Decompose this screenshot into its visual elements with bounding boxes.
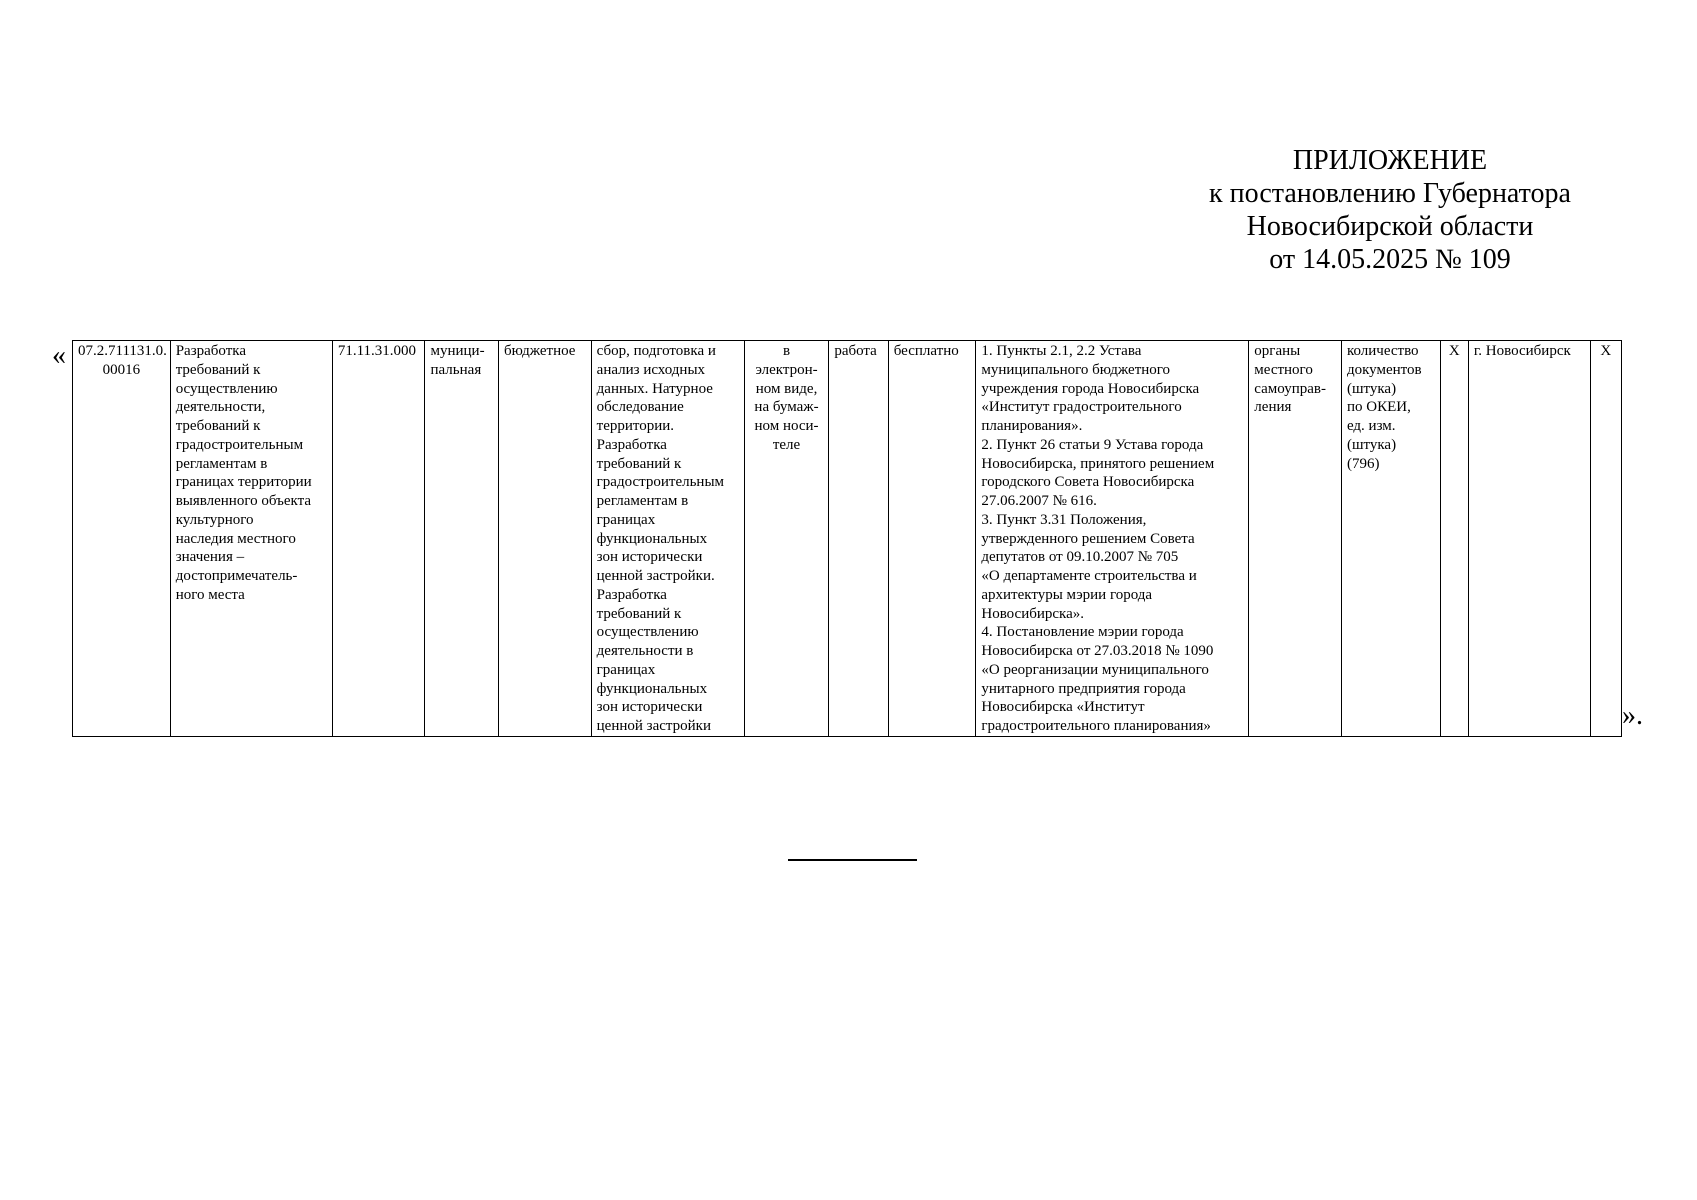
- cell-text-line: регламентам в: [596, 493, 689, 509]
- cell-text-line: планирования».: [981, 418, 1083, 434]
- cell-delivery-form: [744, 341, 829, 737]
- cell-text-line: пальная: [430, 361, 482, 378]
- appendix-date-number: от 14.05.2025 № 109: [1269, 244, 1511, 275]
- cell-text-line: Новосибирска, принятого решением: [981, 455, 1215, 472]
- cell-work-name: [170, 341, 332, 737]
- closing-quote: ».: [1622, 700, 1643, 731]
- cell-text-line: городского Совета Новосибирска: [981, 474, 1195, 491]
- cell-text-line: утвержденного решением Совета: [981, 530, 1195, 547]
- cell-text-line: работа: [834, 343, 877, 359]
- cell-text-line: Разработка: [596, 436, 667, 453]
- cell-text-line: «О департаменте строительства и: [981, 568, 1197, 584]
- cell-ownership: [425, 341, 499, 737]
- cell-text-line: «О реорганизации муниципального: [981, 661, 1209, 678]
- cell-text-line: требований к: [175, 361, 261, 378]
- cell-text-line: ценной застройки.: [596, 568, 715, 584]
- cell-text-line: анализ исходных: [596, 361, 706, 378]
- cell-text-line: осуществлению: [175, 380, 278, 397]
- cell-text-line: 71.11.31.000: [337, 343, 417, 359]
- cell-text-line: ном носи-: [754, 418, 819, 434]
- cell-text-line: градостроительного планирования»: [981, 718, 1211, 734]
- cell-text-line: 4. Постановление мэрии города: [981, 624, 1184, 641]
- cell-text-line: зон исторически: [596, 549, 703, 566]
- cell-text-line: в: [782, 343, 791, 359]
- cell-legal-basis: [976, 341, 1249, 737]
- cell-text-line: депутатов от 09.10.2007 № 705: [981, 549, 1179, 566]
- cell-text-line: по ОКЕИ,: [1346, 399, 1411, 416]
- table-row: [73, 341, 1622, 737]
- cell-text-line: количество: [1346, 343, 1419, 359]
- cell-text-line: бесплатно: [893, 343, 959, 359]
- cell-text-line: учреждения города Новосибирска: [981, 380, 1200, 397]
- cell-text-line: сбор, подготовка и: [596, 343, 716, 359]
- cell-text-line: регламентам в: [175, 455, 268, 472]
- cell-payment-type: [888, 341, 976, 737]
- cell-text-line: деятельности,: [175, 399, 266, 416]
- cell-text-line: 07.2.711131.0.: [78, 343, 167, 359]
- cell-text-line: теле: [772, 436, 801, 453]
- cell-text-line: 27.06.2007 № 616.: [981, 493, 1097, 509]
- cell-text-line: Х: [1448, 343, 1460, 359]
- cell-text-line: достопримечатель-: [175, 568, 298, 584]
- cell-text-line: «Институт градостроительного: [981, 399, 1182, 416]
- cell-work-content: [591, 341, 744, 737]
- cell-text-line: градостроительным: [175, 436, 304, 453]
- cell-text-line: значения –: [175, 549, 245, 566]
- cell-consumers: [1249, 341, 1342, 737]
- cell-text-line: выявленного объекта: [175, 493, 312, 509]
- cell-text-line: границах: [596, 661, 656, 678]
- cell-text-line: ного места: [175, 586, 245, 603]
- cell-text-line: электрон-: [755, 361, 818, 378]
- cell-okved-code: [332, 341, 425, 737]
- cell-text-line: территории.: [596, 418, 675, 434]
- cell-text-line: (штука): [1346, 436, 1397, 453]
- cell-text-line: культурного: [175, 511, 254, 528]
- cell-text-line: местного: [1254, 361, 1313, 378]
- end-divider: [788, 859, 917, 861]
- cell-text-line: 3. Пункт 3.31 Положения,: [981, 511, 1147, 528]
- cell-text-line: ценной застройки: [596, 718, 711, 734]
- cell-text-line: требований к: [175, 418, 261, 434]
- cell-volume-indicator: [1341, 341, 1440, 737]
- cell-text-line: ед. изм.: [1346, 418, 1396, 434]
- appendix-header: [1090, 144, 1690, 276]
- cell-text-line: архитектуры мэрии города: [981, 586, 1153, 603]
- cell-text-line: Новосибирска».: [981, 605, 1085, 622]
- cell-text-line: требований к: [596, 455, 682, 472]
- cell-text-line: г. Новосибирск: [1473, 343, 1571, 359]
- cell-quality-indicator: [1440, 341, 1468, 737]
- cell-text-line: на бумаж-: [754, 399, 819, 416]
- cell-text-line: ления: [1254, 399, 1292, 416]
- appendix-title: ПРИЛОЖЕНИЕ: [1292, 145, 1488, 176]
- cell-text-line: Новосибирска «Институт: [981, 699, 1145, 716]
- cell-text-line: Новосибирска от 27.03.2018 № 1090: [981, 643, 1214, 659]
- cell-text-line: требований к: [596, 605, 682, 622]
- cell-text-line: (штука): [1346, 380, 1397, 397]
- cell-text-line: 00016: [102, 361, 141, 378]
- cell-text-line: деятельности в: [596, 643, 694, 659]
- cell-text-line: градостроительным: [596, 474, 725, 491]
- cell-text-line: Х: [1600, 343, 1612, 359]
- cell-text-line: функциональных: [596, 680, 708, 697]
- cell-text-line: 2. Пункт 26 статьи 9 Устава города: [981, 436, 1204, 453]
- cell-text-line: самоуправ-: [1254, 380, 1326, 397]
- cell-text-line: документов: [1346, 361, 1422, 378]
- cell-text-line: муници-: [430, 343, 485, 359]
- cell-text-line: данных. Натурное: [596, 380, 713, 397]
- cell-text-line: ном виде,: [755, 380, 818, 397]
- opening-quote: «: [52, 340, 66, 371]
- cell-text-line: (796): [1346, 455, 1380, 472]
- cell-service-type: [829, 341, 888, 737]
- cell-location: [1468, 341, 1590, 737]
- cell-extra-mark: [1590, 341, 1621, 737]
- cell-text-line: наследия местного: [175, 530, 296, 547]
- cell-text-line: органы: [1254, 343, 1301, 359]
- cell-text-line: муниципального бюджетного: [981, 361, 1171, 378]
- appendix-ref-line: к постановлению Губернатора: [1209, 178, 1571, 209]
- cell-institution-type: [499, 341, 592, 737]
- appendix-region-line: Новосибирской области: [1246, 211, 1534, 242]
- cell-text-line: обследование: [596, 399, 684, 416]
- cell-text-line: бюджетное: [504, 343, 576, 359]
- cell-text-line: 1. Пункты 2.1, 2.2 Устава: [981, 343, 1142, 359]
- cell-registry-code: [73, 341, 171, 737]
- cell-text-line: границах: [596, 511, 656, 528]
- cell-text-line: функциональных: [596, 530, 708, 547]
- cell-text-line: границах территории: [175, 474, 312, 491]
- cell-text-line: зон исторически: [596, 699, 703, 716]
- cell-text-line: унитарного предприятия города: [981, 680, 1186, 697]
- cell-text-line: Разработка: [596, 586, 667, 603]
- cell-text-line: Разработка: [175, 343, 246, 359]
- cell-text-line: осуществлению: [596, 624, 699, 641]
- services-table: [72, 340, 1622, 737]
